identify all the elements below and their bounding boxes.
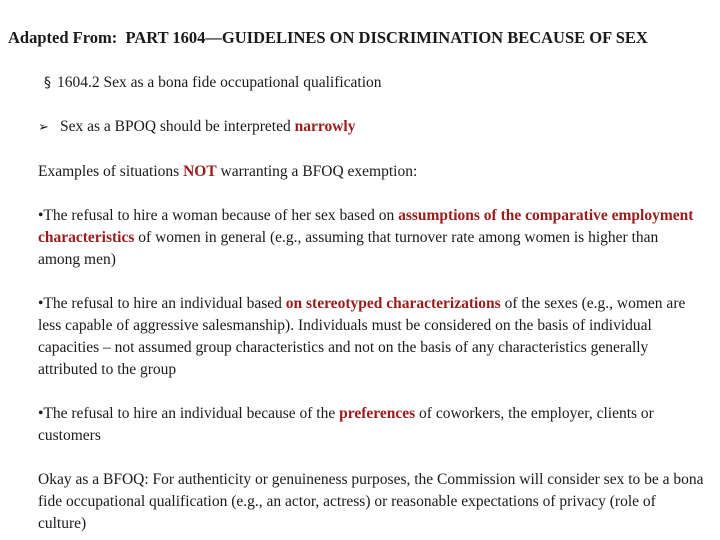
section-symbol-icon: § xyxy=(44,75,51,91)
example-1-emphasis: assumptions of the comparative employment characteristics xyxy=(38,207,694,246)
examples-intro-before: Examples of situations xyxy=(38,163,180,180)
bfoq-okay-paragraph xyxy=(38,469,704,535)
example-2-before: •The refusal to hire an individual based xyxy=(38,295,282,312)
example-1 xyxy=(38,205,704,271)
examples-intro xyxy=(38,161,704,183)
arrow-bullet-text: Sex as a BPOQ should be interpreted xyxy=(60,118,291,135)
example-2-emphasis: on stereotyped characterizations xyxy=(285,295,501,312)
section-text: 1604.2 Sex as a bona fide occupational qualification xyxy=(57,74,382,91)
bfoq-okay-text: Okay as a BFOQ: For authenticity or genuineness purposes, the Commission will consider sex to be a bona fide occupational qualification (e.g., an actor, actress) or reasonable expectations of privacy (role of culture) xyxy=(38,471,704,532)
example-1-before: •The refusal to hire a woman because of her sex based on xyxy=(38,207,395,224)
example-3-emphasis: preferences xyxy=(339,405,416,422)
title-heading: PART 1604—GUIDELINES ON DISCRIMINATION BECAUSE OF SEX xyxy=(125,28,648,47)
title-prefix: Adapted From: xyxy=(8,28,118,47)
example-1-after: of women in general (e.g., assuming that turnover rate among women is higher than among men) xyxy=(38,229,659,268)
section-reference xyxy=(44,72,704,94)
arrow-bullet-emphasis: narrowly xyxy=(294,118,356,135)
examples-intro-after: warranting a BFOQ exemption: xyxy=(220,163,418,180)
arrow-bullet-icon: ➢ xyxy=(38,120,49,135)
slide-title xyxy=(8,28,714,48)
example-2-after: of the sexes (e.g., women are less capable of aggressive salesmanship). Individuals must be considered on the basis of individual capacities – not assumed group characteristics and not on the basis of any characteristics generally attributed to the group xyxy=(38,295,686,378)
example-3-after: of coworkers, the employer, clients or customers xyxy=(38,405,654,444)
example-3-before: •The refusal to hire an individual because of the xyxy=(38,405,336,422)
example-3 xyxy=(38,403,704,447)
examples-intro-emphasis: NOT xyxy=(183,163,217,180)
example-2 xyxy=(38,293,704,381)
arrow-bullet xyxy=(38,116,704,139)
slide-body xyxy=(38,72,704,535)
